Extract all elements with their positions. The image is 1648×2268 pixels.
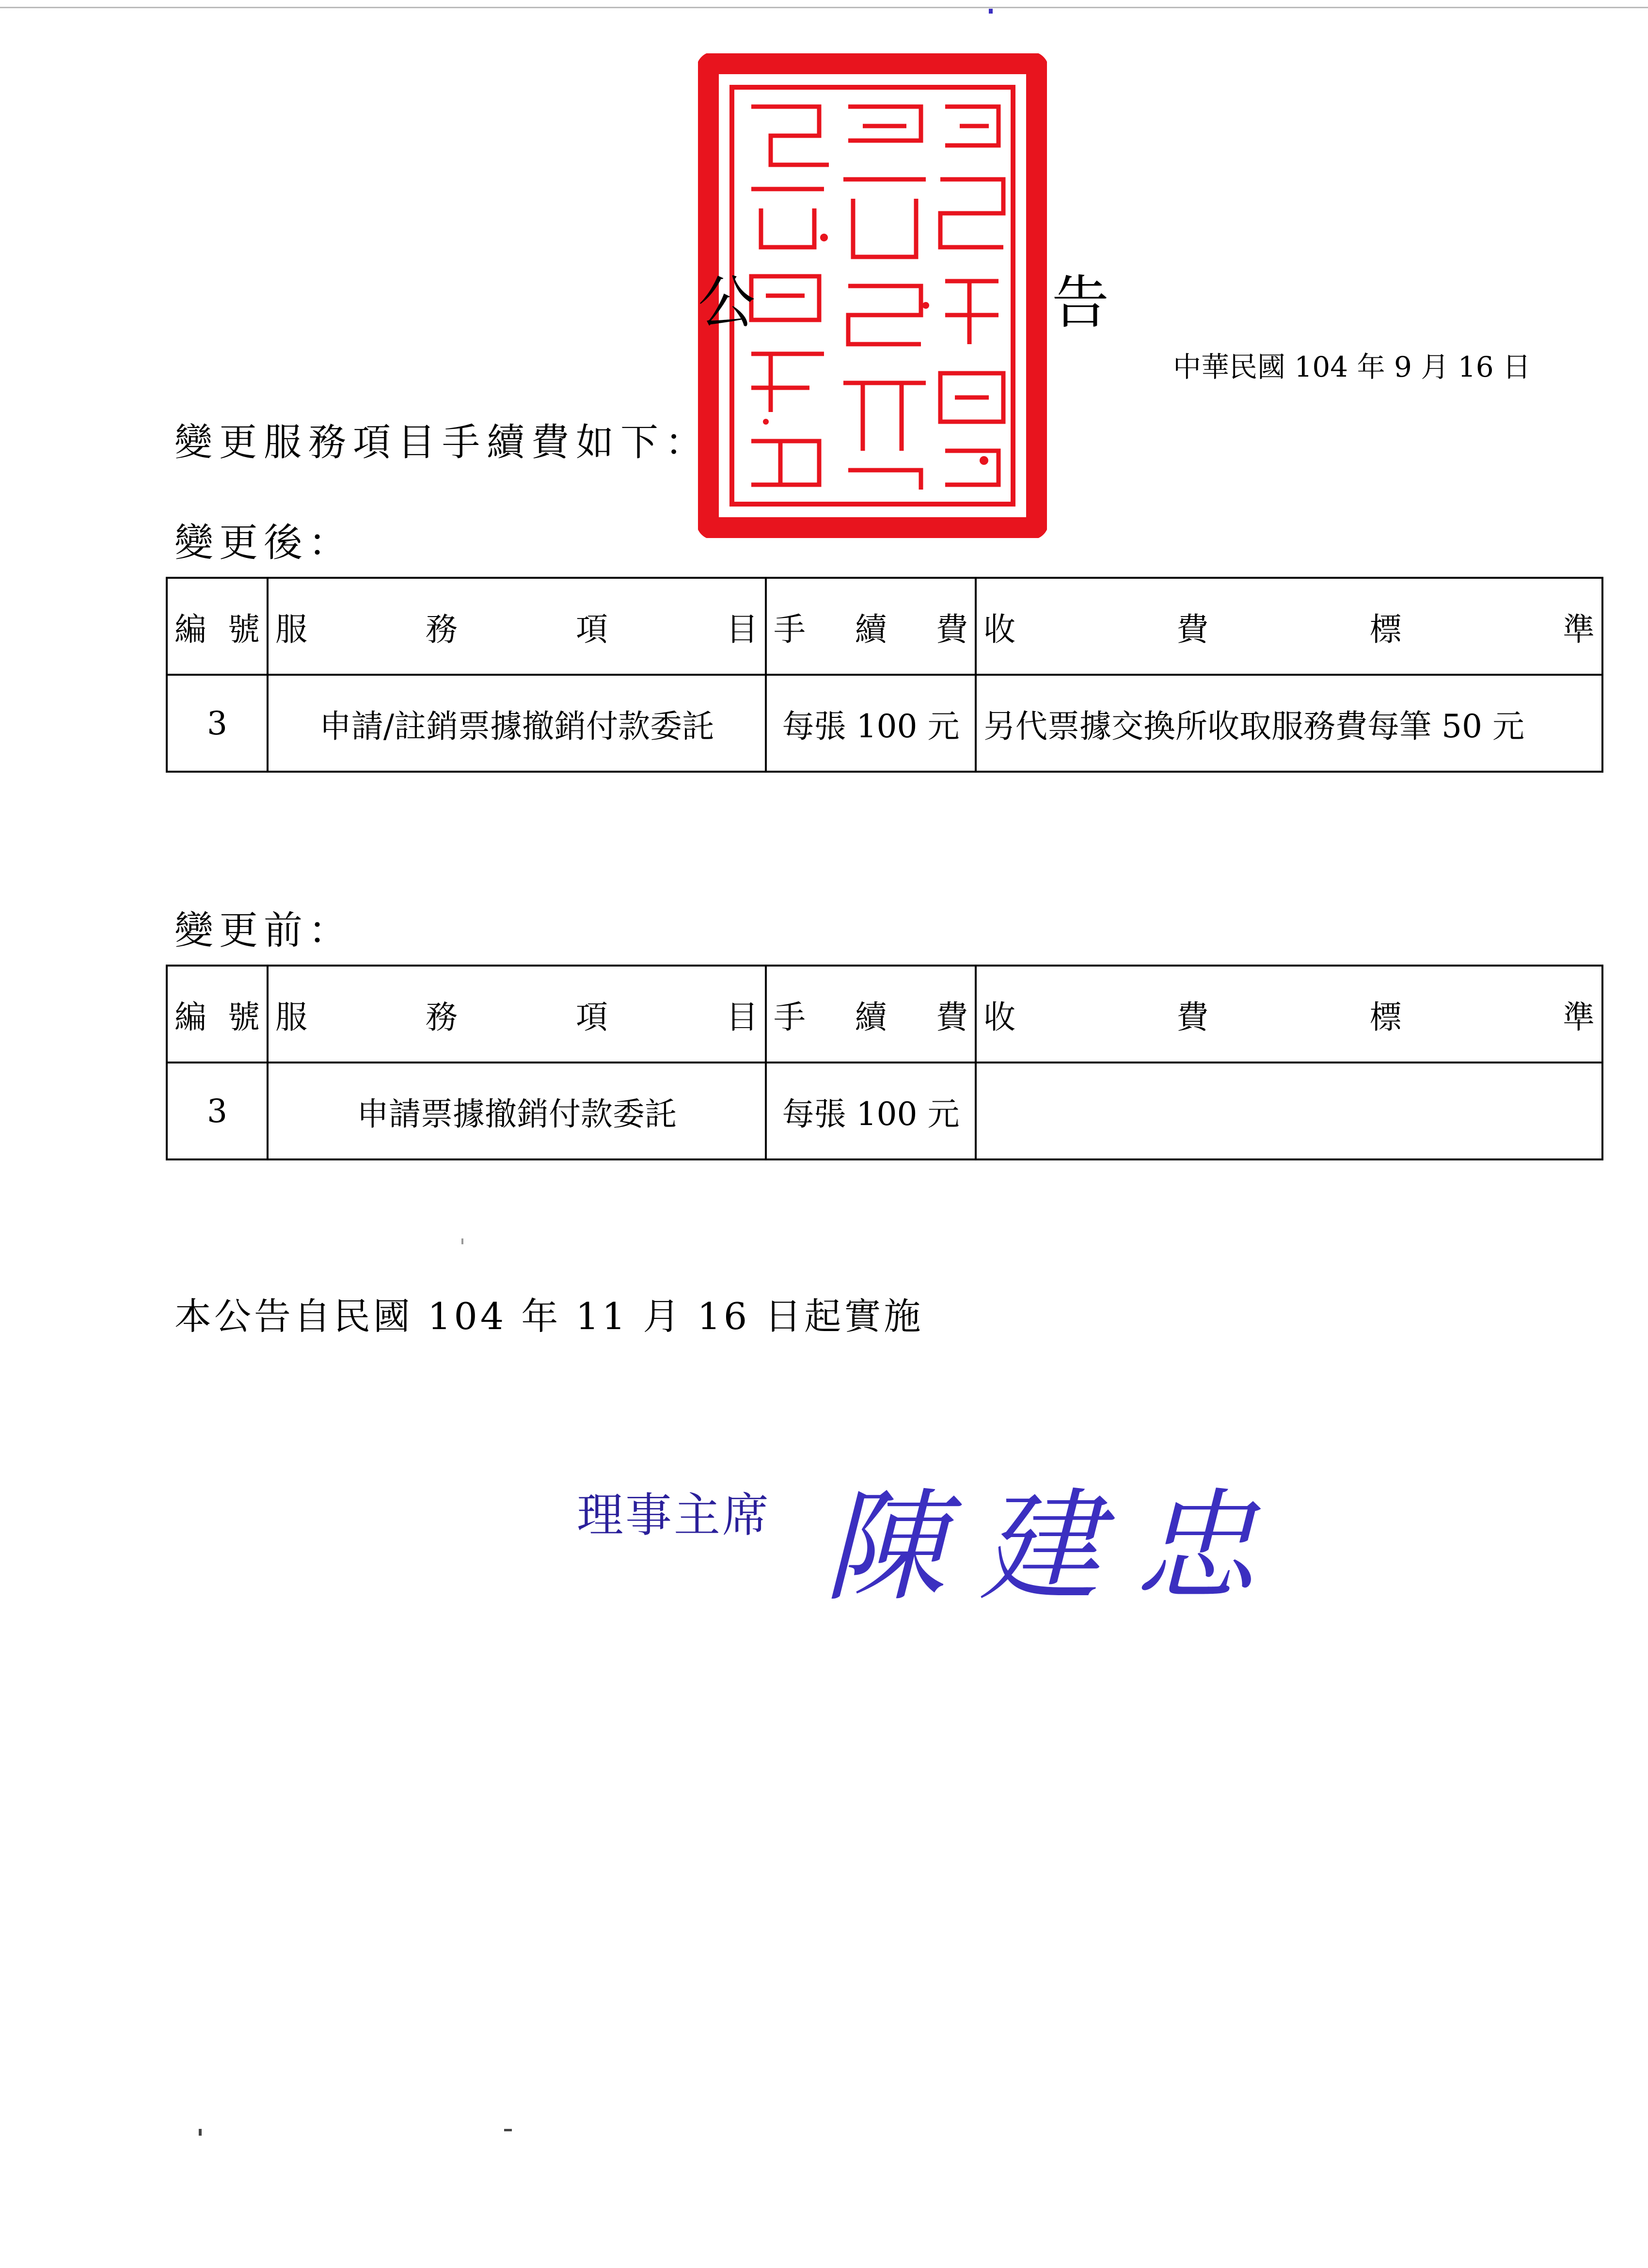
scan-speck	[199, 2129, 202, 2136]
scan-speck	[461, 1238, 463, 1244]
header-fee: 手 續 費	[766, 966, 976, 1063]
title-right-char: 告	[1052, 269, 1109, 336]
row-service: 申請票據撤銷付款委託	[268, 1063, 766, 1159]
header-standard: 收 費 標 準	[976, 578, 1602, 675]
header-service: 服 務 項 目	[268, 966, 766, 1063]
title-left-char: 公	[698, 269, 756, 336]
scan-speck	[989, 9, 993, 14]
table-header-row	[167, 578, 1602, 675]
header-standard: 收 費 標 準	[976, 966, 1602, 1063]
effective-date-text: 本公告自民國 104 年 11 月 16 日起實施	[174, 1295, 924, 1338]
notice-date: 中華民國 104 年 9 月 16 日	[1173, 350, 1531, 383]
header-number: 編 號	[167, 966, 268, 1063]
row-number: 3	[167, 675, 268, 772]
header-number: 編 號	[167, 578, 268, 675]
row-fee: 每張 100 元	[766, 675, 976, 772]
table-header-row	[167, 966, 1602, 1063]
row-standard: 另代票據交換所收取服務費每筆 50 元	[976, 675, 1602, 772]
top-rule	[0, 7, 1648, 8]
after-fee-table	[166, 577, 1603, 773]
before-label: 變更前：	[174, 908, 353, 953]
header-service: 服 務 項 目	[268, 578, 766, 675]
after-label: 變更後：	[174, 520, 353, 565]
row-number: 3	[167, 1063, 268, 1159]
signature-name: 陳建忠	[824, 1476, 1289, 1618]
before-fee-table	[166, 965, 1603, 1160]
row-service: 申請/註銷票據撤銷付款委託	[268, 675, 766, 772]
scan-speck	[504, 2129, 512, 2131]
table-row	[167, 1063, 1602, 1159]
row-fee: 每張 100 元	[766, 1063, 976, 1159]
header-fee: 手 續 費	[766, 578, 976, 675]
table-row	[167, 675, 1602, 772]
intro-text: 變更服務項目手續費如下：	[174, 421, 710, 464]
row-standard	[976, 1063, 1602, 1159]
signature-title: 理事主席	[577, 1488, 771, 1542]
